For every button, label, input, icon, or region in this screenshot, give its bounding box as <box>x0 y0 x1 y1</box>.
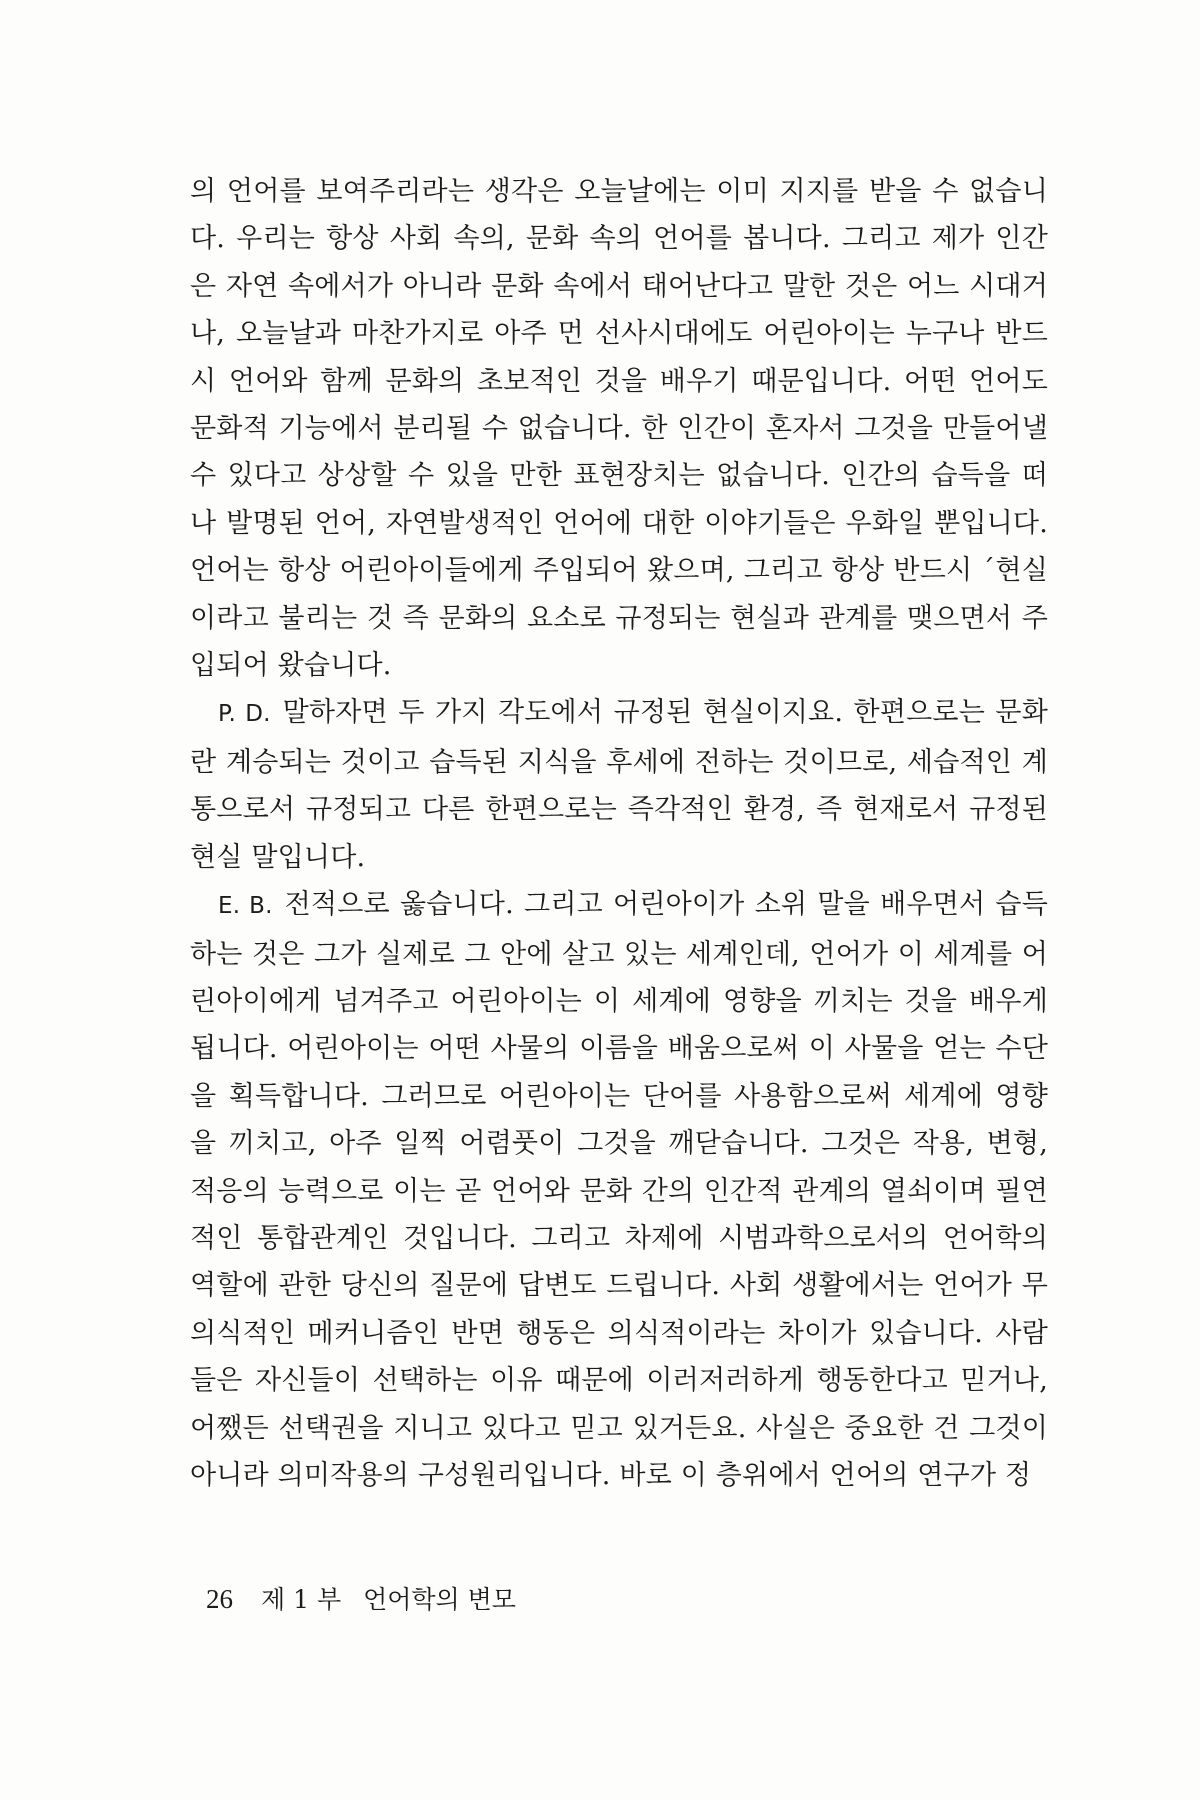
body-text <box>190 168 1048 1499</box>
section-title: 언어학의 변모 <box>363 1585 516 1614</box>
speaker-pd: P. D. <box>218 701 271 728</box>
page-number: 26 <box>206 1584 233 1614</box>
paragraph-2 <box>190 689 1048 881</box>
paragraph-2-text: 말하자면 두 가지 각도에서 규정된 현실이지요. 한편으로는 문화란 계승되는 것이고 습득된 지식을 후세에 전하는 것이므로, 세습적인 계통으로서 규정되고 다른 한편으로는 즉각적인 환경, 즉 현재로서 규정된 현실 말입니다. <box>190 697 1049 873</box>
paragraph-1-text: 의 언어를 보여주리라는 생각은 오늘날에는 이미 지지를 받을 수 없습니다. 우리는 항상 사회 속의, 문화 속의 언어를 봅니다. 그리고 제가 인간은 자연 속에서가 아니라 문화 속에서 태어난다고 말한 것은 어느 시대거나, 오늘날과 마찬가지로 아주 먼 선사시대에도 어린아이는 누구나 반드시 언어와 함께 문화의 초보적인 것을 배우기 때문입니다. 어떤 언어도 문화적 기능에서 분리될 수 없습니다. 한 인간이 혼자서 그것을 만들어낼 수 있다고 상상할 수 있을 만한 표현장치는 없습니다. 인간의 습득을 떠나 발명된 언어, 자연발생적인 언어에 대한 이야기들은 우화일 뿐입니다. 언어는 항상 어린아이들에게 주입되어 왔으며, 그리고 항상 반드시 ˊ현실이라고 불리는 것 즉 문화의 요소로 규정되는 현실과 관계를 맺으면서 주입되어 왔습니다. <box>190 176 1048 682</box>
paragraph-3 <box>190 881 1048 1499</box>
page-footer <box>206 1580 516 1616</box>
paragraph-1 <box>190 168 1048 689</box>
paragraph-3-text: 전적으로 옳습니다. 그리고 어린아이가 소위 말을 배우면서 습득하는 것은 그가 실제로 그 안에 살고 있는 세계인데, 언어가 이 세계를 어린아이에게 넘겨주고 어린아이는 이 세계에 영향을 끼치는 것을 배우게 됩니다. 어린아이는 어떤 사물의 이름을 배움으로써 이 사물을 얻는 수단을 획득합니다. 그러므로 어린아이는 단어를 사용함으로써 세계에 영향을 끼치고, 아주 일찍 어렴풋이 그것을 깨닫습니다. 그것은 작용, 변형, 적응의 능력으로 이는 곧 언어와 문화 간의 인간적 관계의 열쇠이며 필연적인 통합관계인 것입니다. 그리고 차제에 시범과학으로서의 언어학의 역할에 관한 당신의 질문에 답변도 드립니다. 사회 생활에서는 언어가 무의식적인 메커니즘인 반면 행동은 의식적이라는 차이가 있습니다. 사람들은 자신들이 선택하는 이유 때문에 이러저러하게 행동한다고 믿거나, 어쨌든 선택권을 지니고 있다고 믿고 있거든요. 사실은 중요한 건 그것이 아니라 의미작용의 구성원리입니다. 바로 이 층위에서 언어의 연구가 정 <box>190 889 1048 1491</box>
part-label: 제 1 부 <box>261 1585 342 1614</box>
speaker-eb: E. B. <box>218 893 273 920</box>
